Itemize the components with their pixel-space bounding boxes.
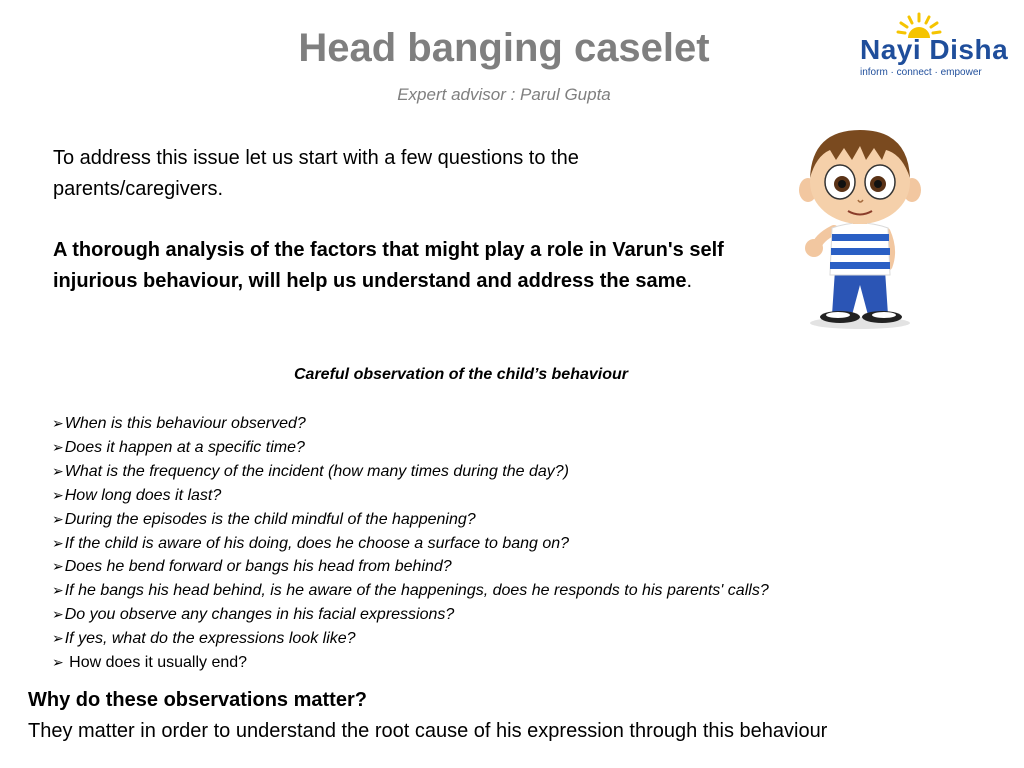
- arrow-bullet-icon: ➢: [52, 582, 64, 599]
- list-item: ➢During the episodes is the child mindful of the happening?: [52, 510, 476, 528]
- arrow-bullet-icon: ➢: [52, 438, 64, 455]
- arrow-bullet-icon: ➢: [52, 654, 64, 671]
- arrow-bullet-icon: ➢: [52, 415, 64, 431]
- why-heading: Why do these observations matter?: [28, 689, 367, 711]
- arrow-bullet-icon: ➢: [52, 630, 64, 647]
- list-item: ➢If the child is aware of his doing, does he choose a surface to bang on?: [52, 534, 570, 552]
- section-heading: Careful observation of the child’s behaviour: [294, 366, 628, 383]
- list-item: ➢How long does it last?: [52, 486, 222, 504]
- cartoon-boy-illustration: [790, 120, 930, 335]
- nayi-disha-logo: [856, 12, 1009, 82]
- list-item: ➢ How does it usually end?: [52, 654, 248, 672]
- analysis-trailing: .: [686, 270, 693, 292]
- list-item: ➢If yes, what do the expressions look like?: [52, 630, 356, 648]
- arrow-bullet-icon: ➢: [52, 510, 64, 527]
- arrow-bullet-icon: ➢: [52, 534, 64, 551]
- analysis-bold-text: A thorough analysis of the factors that might play a role in Varun's self injurious behaviour, will help us understand and address the same: [53, 239, 724, 292]
- slide-title: Head banging caselet: [298, 26, 710, 70]
- slide-subtitle: Expert advisor : Parul Gupta: [397, 85, 611, 104]
- why-answer: They matter in order to understand the root cause of his expression through this behaviour: [28, 720, 828, 742]
- logo-name: Nayi Disha: [860, 34, 1009, 65]
- logo-tagline: inform · connect · empower: [860, 67, 982, 78]
- arrow-bullet-icon: ➢: [52, 558, 64, 575]
- list-item: ➢Does he bend forward or bangs his head from behind?: [52, 558, 452, 576]
- list-item: ➢If he bangs his head behind, is he aware of the happenings, does he responds to his parents' calls?: [52, 582, 769, 600]
- list-item: ➢Does it happen at a specific time?: [52, 438, 305, 456]
- list-item: ➢When is this behaviour observed?: [52, 415, 306, 432]
- observation-questions-list: [52, 412, 769, 675]
- arrow-bullet-icon: ➢: [52, 606, 64, 623]
- intro-text: To address this issue let us start with a few questions to the parents/caregivers.: [53, 147, 579, 200]
- analysis-paragraph: [53, 235, 733, 297]
- list-item: ➢What is the frequency of the incident (how many times during the day?): [52, 462, 569, 480]
- arrow-bullet-icon: ➢: [52, 462, 64, 479]
- list-item: ➢Do you observe any changes in his facial expressions?: [52, 606, 455, 624]
- arrow-bullet-icon: ➢: [52, 486, 64, 503]
